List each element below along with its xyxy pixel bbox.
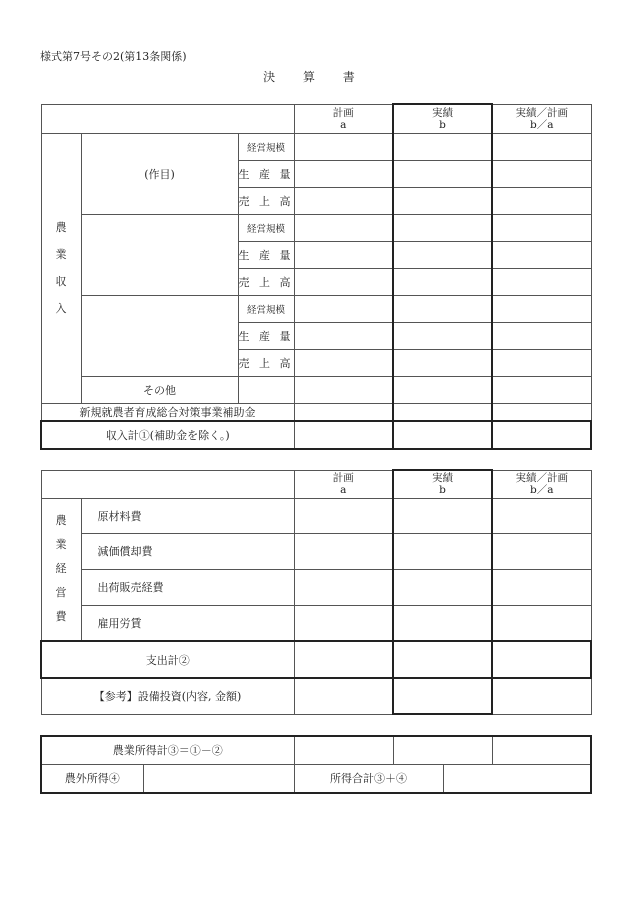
form-number: 様式第7号その2(第13条関係) — [40, 50, 187, 63]
crop-blank[interactable] — [81, 295, 238, 376]
cell[interactable] — [393, 187, 492, 214]
cell[interactable] — [294, 349, 393, 376]
cell[interactable] — [294, 133, 393, 160]
cell[interactable] — [393, 605, 492, 641]
cell[interactable] — [294, 533, 393, 569]
item-production: 生 産 量 — [238, 322, 294, 349]
cell[interactable] — [393, 214, 492, 241]
expense-depreciation: 減価償却費 — [81, 533, 294, 569]
header-blank — [41, 104, 294, 133]
cell[interactable] — [393, 322, 492, 349]
actual-header: 実績 b — [393, 104, 492, 133]
total-income-label: 所得合計③＋④ — [294, 764, 443, 793]
farm-income-label: 農業所得計③＝①－② — [41, 736, 294, 764]
expense-table — [40, 469, 592, 715]
cell[interactable] — [294, 268, 393, 295]
crop-label: (作目) — [81, 133, 238, 214]
item-scale: 経営規模 — [238, 214, 294, 241]
expense-shipping: 出荷販売経費 — [81, 569, 294, 605]
income-total-ratio[interactable] — [492, 421, 591, 449]
expense-total-label: 支出計② — [41, 641, 294, 678]
expense-labor: 雇用労賃 — [81, 605, 294, 641]
non-farm-income-value[interactable] — [143, 764, 294, 793]
cell[interactable] — [294, 241, 393, 268]
cell[interactable] — [492, 295, 591, 322]
cell[interactable] — [294, 295, 393, 322]
cell[interactable] — [294, 160, 393, 187]
ratio-header: 実績／計画 b／a — [492, 470, 591, 498]
ratio-header: 実績／計画 b／a — [492, 104, 591, 133]
cell[interactable] — [492, 133, 591, 160]
cell[interactable] — [492, 349, 591, 376]
cell[interactable] — [492, 605, 591, 641]
item-production: 生 産 量 — [238, 241, 294, 268]
reference-label: 【参考】設備投資(内容, 金額) — [41, 678, 294, 714]
cell[interactable] — [492, 736, 591, 764]
cell[interactable] — [492, 678, 591, 714]
cell[interactable] — [393, 678, 492, 714]
cell[interactable] — [492, 498, 591, 533]
cell[interactable] — [294, 322, 393, 349]
expense-group-label: 農 業 経 営 費 — [41, 498, 81, 641]
cell[interactable] — [393, 736, 492, 764]
cell[interactable] — [492, 187, 591, 214]
cell[interactable] — [393, 160, 492, 187]
item-scale: 経営規模 — [238, 295, 294, 322]
cell[interactable] — [393, 498, 492, 533]
item-production: 生 産 量 — [238, 160, 294, 187]
cell[interactable] — [492, 569, 591, 605]
plan-header: 計画 a — [294, 470, 393, 498]
expense-materials: 原材料費 — [81, 498, 294, 533]
cell[interactable] — [492, 533, 591, 569]
income-group-label: 農 業 収 入 — [41, 133, 81, 403]
document-title: 決 算 書 — [263, 70, 367, 84]
cell[interactable] — [294, 403, 393, 421]
expense-total-ratio[interactable] — [492, 641, 591, 678]
cell[interactable] — [393, 569, 492, 605]
expense-total-actual[interactable] — [393, 641, 492, 678]
cell[interactable] — [492, 214, 591, 241]
header-blank — [41, 470, 294, 498]
income-total-plan[interactable] — [294, 421, 393, 449]
non-farm-income-label: 農外所得④ — [41, 764, 143, 793]
item-sales: 売 上 高 — [238, 349, 294, 376]
cell[interactable] — [393, 533, 492, 569]
cell[interactable] — [492, 268, 591, 295]
subsidy-label: 新規就農者育成総合対策事業補助金 — [41, 403, 294, 421]
item-sales: 売 上 高 — [238, 187, 294, 214]
cell[interactable] — [294, 605, 393, 641]
cell[interactable] — [393, 133, 492, 160]
cell[interactable] — [393, 349, 492, 376]
cell[interactable] — [294, 187, 393, 214]
cell[interactable] — [294, 214, 393, 241]
cell[interactable] — [492, 322, 591, 349]
cell[interactable] — [492, 376, 591, 403]
cell[interactable] — [393, 268, 492, 295]
cell[interactable] — [492, 241, 591, 268]
total-income-value[interactable] — [443, 764, 591, 793]
summary-table — [40, 735, 592, 794]
expense-total-plan[interactable] — [294, 641, 393, 678]
income-total-label: 収入計①(補助金を除く。) — [41, 421, 294, 449]
income-table — [40, 103, 592, 450]
item-scale: 経営規模 — [238, 133, 294, 160]
cell[interactable] — [294, 736, 393, 764]
cell[interactable] — [294, 678, 393, 714]
item-sales: 売 上 高 — [238, 268, 294, 295]
cell[interactable] — [393, 241, 492, 268]
other-item-blank — [238, 376, 294, 403]
cell[interactable] — [393, 403, 492, 421]
cell[interactable] — [294, 498, 393, 533]
income-total-actual[interactable] — [393, 421, 492, 449]
cell[interactable] — [393, 376, 492, 403]
actual-header: 実績 b — [393, 470, 492, 498]
cell[interactable] — [294, 569, 393, 605]
cell[interactable] — [492, 160, 591, 187]
cell[interactable] — [294, 376, 393, 403]
cell[interactable] — [393, 295, 492, 322]
plan-header: 計画 a — [294, 104, 393, 133]
crop-blank[interactable] — [81, 214, 238, 295]
other-label: その他 — [81, 376, 238, 403]
cell[interactable] — [492, 403, 591, 421]
